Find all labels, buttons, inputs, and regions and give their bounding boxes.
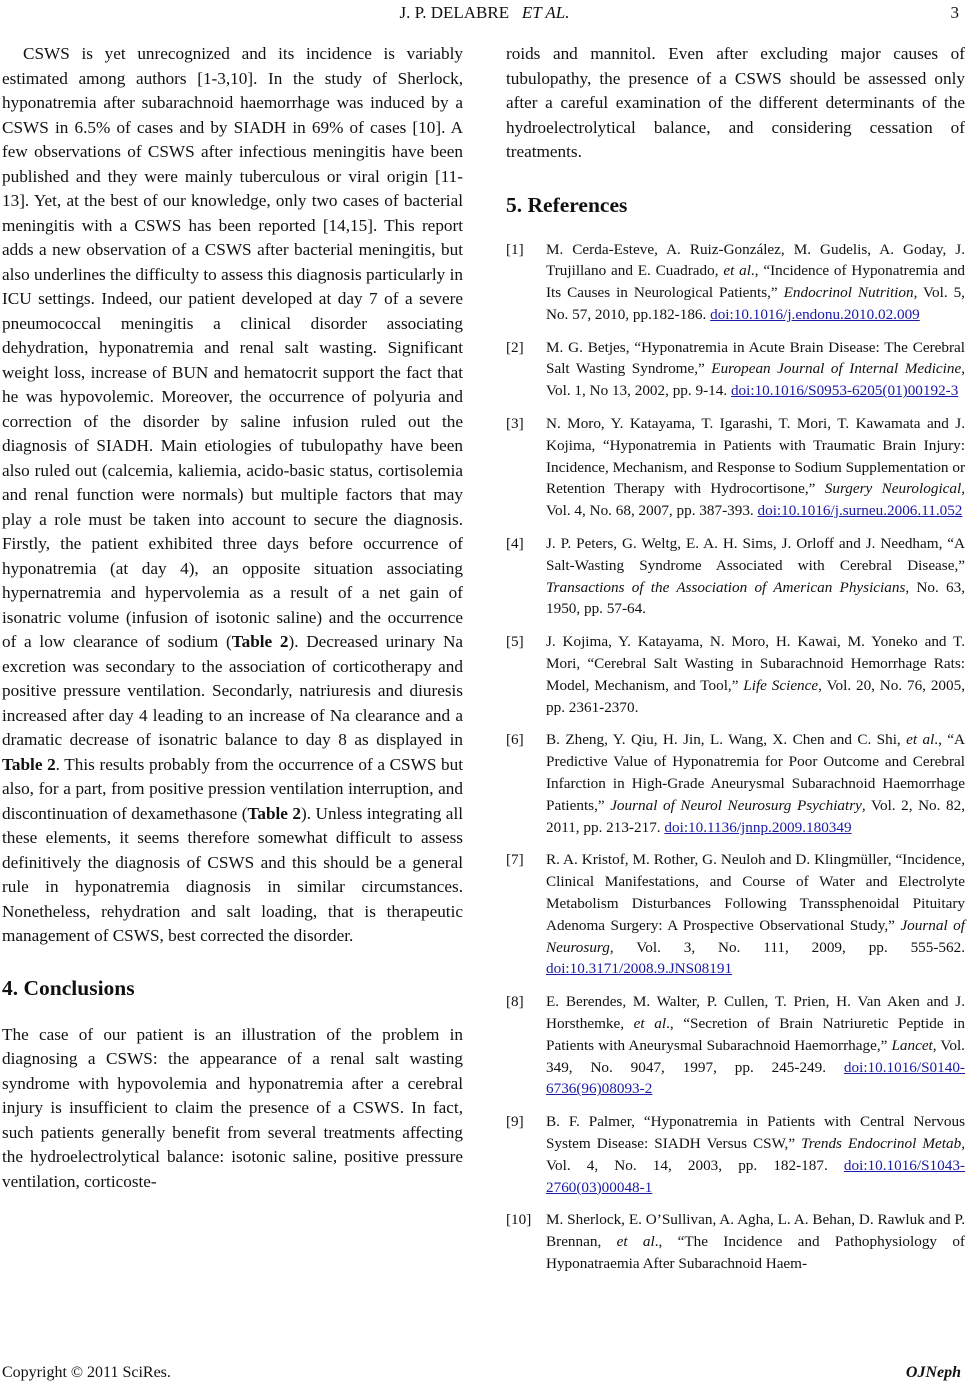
reference-item-6	[506, 729, 965, 838]
reference-item-8	[506, 991, 965, 1100]
reference-title: ., “Secretion of Brain Natriuretic Peptide in Patients with Aneurysmal Subarachnoid Haemorrhage,”	[546, 1015, 966, 1054]
table-reference: Table 2	[231, 632, 289, 651]
page-footer	[0, 1363, 969, 1385]
doi-link[interactable]: doi:10.1016/S1043-2760(03)00048-1	[546, 1156, 965, 1196]
reference-title: ., “Incidence of Hyponatremia and Its Causes in Neurological Patients,”	[546, 262, 966, 302]
reference-details: , Vol. 4, No. 14, 2003, pp. 182-187.	[546, 1134, 965, 1174]
doi-link[interactable]: doi:10.1016/S0953-6205(01)00192-3	[730, 382, 959, 400]
reference-number: [10]	[506, 1211, 532, 1229]
reference-details: , Vol. 4, No. 68, 2007, pp. 387-393.	[546, 480, 966, 520]
reference-number: [3]	[506, 415, 524, 433]
reference-number: [8]	[506, 993, 524, 1011]
reference-journal: Surgery Neurological	[824, 480, 962, 498]
conclusions-heading: 4. Conclusions	[2, 975, 135, 1000]
reference-title: ., “The Incidence and Pathophysiology of Hyponatraemia After Subarachnoid Haem-	[546, 1233, 965, 1272]
journal-abbreviation: OJNeph	[905, 1364, 961, 1381]
discussion-text-4: ). Unless integrating all these elements, it seems therefore somewhat difficult to assess definitively the diagnosis of CSWS and this should be a general rule in hyponatremia diagnosis in similar circumstances. Nonetheless, rehydration and salt loading, that is therapeutic management of CSWS, best corrected the disorder.	[2, 803, 463, 945]
left-column	[2, 42, 463, 1194]
reference-number: [2]	[506, 338, 524, 356]
reference-details: , Vol. 20, No. 76, 2005, pp. 2361-2370.	[546, 676, 965, 716]
doi-link[interactable]: doi:10.3171/2008.9.JNS08191	[546, 960, 733, 978]
reference-journal: European Journal of Internal Medicine	[711, 360, 962, 378]
discussion-paragraph	[2, 42, 463, 949]
doi-link[interactable]: doi:10.1136/jnnp.2009.180349	[664, 818, 852, 836]
table-reference: Table 2	[247, 803, 302, 823]
reference-authors: E. Berendes, M. Walter, P. Cullen, T. Prien, H. Van Aken and J. Horsthemke,	[546, 993, 965, 1032]
reference-number: [5]	[506, 633, 524, 651]
discussion-text-2: ). Decreased urinary Na excretion was secondary to the association of corticotherapy and positive pressure ventilation. Secondarly, natriuresis and diuresis increased after day 4 leading to an increase of Na clearance and a dramatic decrease of isonatric balance to day 8 as displayed in	[2, 632, 463, 749]
reference-item-3	[506, 413, 965, 522]
reference-details: , Vol. 5, No. 57, 2010, pp.182-186.	[546, 284, 965, 323]
reference-details: , Vol. 2, No. 82, 2011, pp. 213-217.	[546, 796, 965, 836]
reference-journal: Journal of Neurol Neurosurg Psychiatry	[610, 796, 862, 814]
reference-authors: B. Zheng, Y. Qiu, H. Jin, L. Wang, X. Chen and C. Shi,	[546, 731, 907, 749]
discussion-text-3: . This results probably from the occurrence of a CSWS but also, for a part, from positive pression ventilation interruption, and discontinuation of dexamethasone (	[2, 754, 463, 823]
reference-details: , Vol. 1, No 13, 2002, pp. 9-14.	[546, 360, 966, 400]
doi-link[interactable]: doi:10.1016/S0140-6736(96)08093-2	[546, 1058, 965, 1098]
reference-authors: J. P. Peters, G. Weltg, E. A. H. Sims, J. Orloff and J. Needham, “A Salt-Wasting Syndrome Associated with Cerebral Disease,”	[546, 535, 965, 574]
reference-details: , Vol. 3, No. 111, 2009, pp. 555-562.	[609, 938, 965, 956]
reference-details: , Vol. 349, No. 9047, 1997, pp. 245-249.	[546, 1036, 965, 1076]
reference-number: [7]	[506, 851, 524, 869]
table-reference: Table 2	[2, 754, 56, 774]
reference-authors: M. Sherlock, E. O’Sullivan, A. Agha, L. A. Behan, D. Rawluk and P. Brennan,	[546, 1211, 965, 1251]
doi-link[interactable]: doi:10.1016/j.surneu.2006.11.052	[757, 502, 963, 520]
reference-et-al: et al	[723, 262, 751, 280]
reference-item-1	[506, 239, 965, 326]
reference-journal: Life Science	[743, 676, 819, 694]
conclusions-continued-paragraph: roids and mannitol. Even after excluding major causes of tubulopathy, the presence of a CSWS should be assessed only after a careful examination of the different determinants of the hydroelectrolytical balance, and considering cessation of treatments.	[506, 44, 965, 161]
reference-authors: R. A. Kristof, M. Rother, G. Neuloh and D. Klingmüller, “Incidence, Clinical Manifestations, and Course of Water and Electrolyte Metabolism Disturbances Following Transsphenoidal Pituitary Adenoma Surgery: A Prospective Observational Study,”	[546, 851, 965, 934]
running-header	[0, 2, 969, 24]
conclusions-paragraph: The case of our patient is an illustration of the problem in diagnosing a CSWS: the appearance of a renal salt wasting syndrome with hypovolemia and hyponatremia after a cerebral injury is insufficient to claim the presence of a CSWS. In fact, such patients generally benefit from several treatments affecting the hydroelectrolytical balance: isotonic saline, positive pressure ventilation, corticoste-	[2, 1024, 463, 1191]
reference-authors: N. Moro, Y. Katayama, T. Igarashi, T. Mori, T. Kawamata and J. Kojima, “Hyponatremia in Patients with Traumatic Brain Injury: Incidence, Mechanism, and Response to Sodium Supplementation or Retention Therapy with Hydrocortisone,”	[546, 415, 965, 498]
doi-link[interactable]: doi:10.1016/j.endonu.2010.02.009	[710, 305, 920, 323]
reference-journal: Journal of Neurosurg	[546, 916, 965, 956]
reference-number: [6]	[506, 731, 524, 749]
et-al-label: ET AL.	[521, 3, 570, 22]
author-name: J. P. DELABRE	[399, 3, 510, 22]
reference-item-7	[506, 849, 965, 980]
reference-journal: Endocrinol Nutrition	[783, 284, 914, 302]
reference-title: ., “A Predictive Value of Hyponatremia for Poor Outcome and Cerebral Infarction in High-Grade Aneurysmal Subarachnoid Haemorrhage Patients,”	[546, 731, 965, 814]
reference-journal: Transactions of the Association of American Physicians	[546, 578, 906, 596]
references-list	[506, 239, 965, 1275]
copyright-notice: Copyright © 2011 SciRes.	[2, 1364, 171, 1381]
references-heading: 5. References	[506, 192, 628, 217]
discussion-text-1: CSWS is yet unrecognized and its incidence is variably estimated among authors [1-3,10]. In the study of Sherlock, hyponatremia after subarachnoid haemorrhage was induced by a CSWS in 6.5% of cases and by SIADH in 69% of cases [10]. A few observations of CSWS after infectious meningitis have been published and they were mainly tuberculous or viral origin [11-13]. Yet, at the best of our knowledge, only two cases of bacterial meningitis with a CSWS has been reported [14,15]. This report adds a new observation of a CSWS after bacterial meningitis, but also underlines the difficulty to assess this diagnosis particularly in ICU settings. Indeed, our patient developed at day 7 of a severe pneumococcal meningitis a clinical disorder associating dehydration, hyponatremia and renal salt wasting. Significant weight loss, increase of BUN and hematocrit support the fact that he was hypovolemic. Moreover, the occurrence of polyuria and correction of the disorder by saline infusion ruled out the diagnosis of SIADH. Main etiologies of tubulopathy have been also ruled out (calcemia, kaliemia, acido-basic status, cortisolemia and renal function were normals) but multiple factors that may play a role must be taken into account to secure the diagnosis. Firstly, the patient exhibited three days before occurrence of hyponatremia (at day 4), an opposite situation associating hypernatremia and hypervolemia as a result of a net gain of isonatric volume (infusion of isotonic saline) and the occurrence of a low clearance of sodium (	[2, 44, 463, 651]
reference-item-4	[506, 533, 965, 620]
right-column	[506, 42, 965, 1286]
reference-journal: Trends Endocrinol Metab	[801, 1134, 962, 1152]
reference-authors: M. G. Betjes, “Hyponatremia in Acute Brain Disease: The Cerebral Salt Wasting Syndrome,”	[546, 338, 965, 378]
reference-journal: Lancet	[891, 1036, 933, 1054]
reference-number: [9]	[506, 1113, 524, 1131]
reference-item-10	[506, 1209, 965, 1274]
reference-authors: B. F. Palmer, “Hyponatremia in Patients with Central Nervous System Disease: SIADH Versus CSW,”	[546, 1113, 965, 1152]
reference-et-al: et al	[616, 1233, 655, 1251]
reference-item-5	[506, 631, 965, 718]
reference-et-al: et al	[906, 731, 935, 749]
reference-item-9	[506, 1111, 965, 1198]
reference-item-2	[506, 337, 965, 402]
reference-number: [4]	[506, 535, 524, 553]
reference-et-al: et al	[633, 1015, 667, 1032]
reference-authors: M. Cerda-Esteve, A. Ruiz-González, M. Gudelis, A. Goday, J. Trujillano and E. Cuadrado,	[546, 240, 965, 280]
reference-authors: J. Kojima, Y. Katayama, N. Moro, H. Kawai, M. Yoneko and T. Mori, “Cerebral Salt Wasting in Subarachnoid Hemorrhage Rats: Model, Mechanism, and Tool,”	[546, 633, 965, 694]
reference-number: [1]	[506, 240, 524, 258]
reference-details: , No. 63, 1950, pp. 57-64.	[546, 578, 966, 618]
running-head-authors	[0, 2, 969, 24]
page-number: 3	[950, 3, 959, 22]
